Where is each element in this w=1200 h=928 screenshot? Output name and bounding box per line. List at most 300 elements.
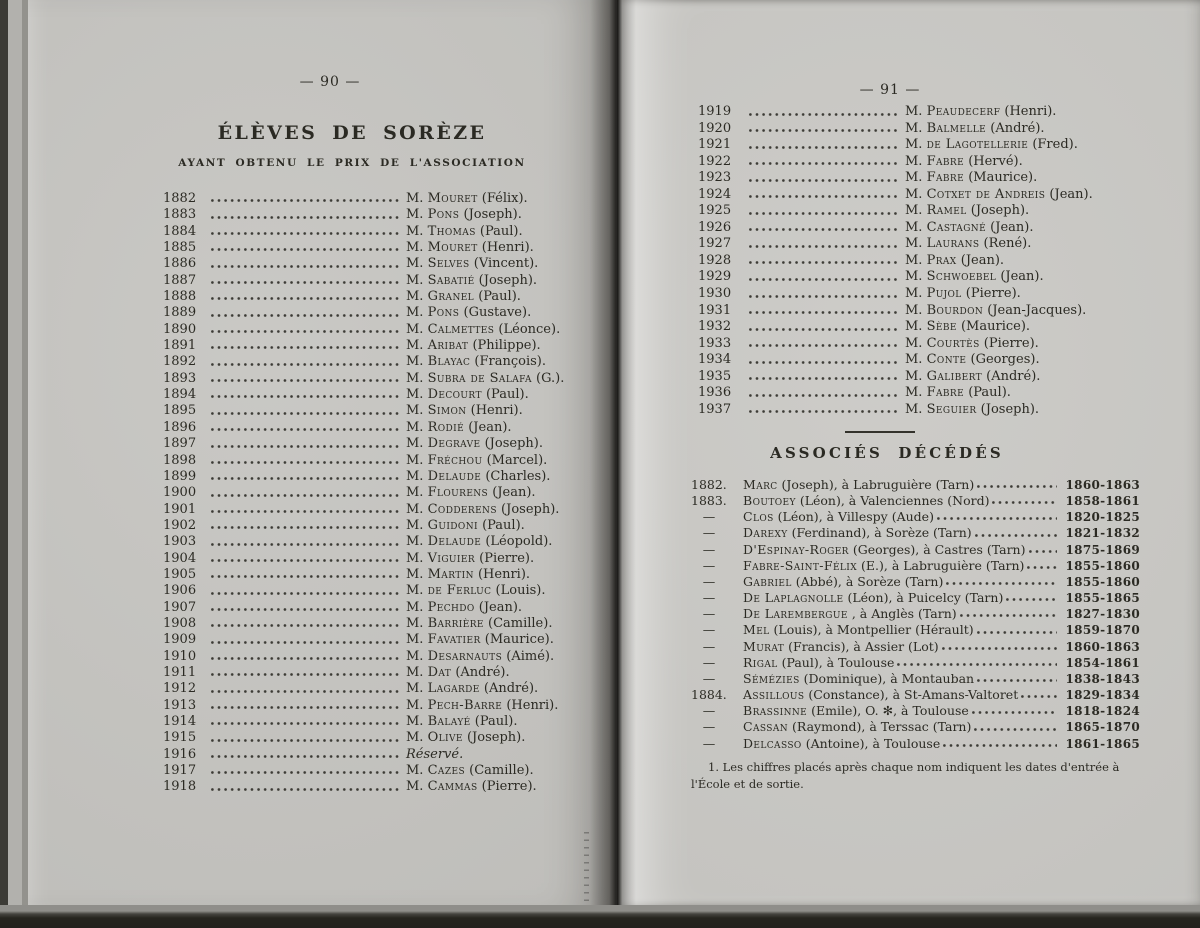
year-label: 1890 [163, 321, 197, 337]
dot-leader [749, 254, 898, 267]
year-label: 1913 [163, 697, 197, 713]
surname: Laurans [926, 236, 980, 252]
surname: D'Espinay-Roger [743, 541, 849, 557]
dot-leader [897, 656, 1057, 669]
dot-leader [749, 387, 898, 400]
eleve-row [163, 567, 575, 583]
eleve-row [163, 207, 575, 223]
name-label: M. Martin (Henri). [406, 566, 531, 582]
year-label: — [702, 590, 716, 606]
name-label: M. Pechdo (Jean). [406, 599, 523, 615]
surname: Fabre [926, 170, 965, 186]
surname: Sèbe [926, 319, 957, 335]
year-label: 1925 [698, 203, 732, 219]
name-label: M. Pujol (Pierre). [905, 286, 1021, 302]
eleve-row [698, 154, 1140, 171]
year-label: 1883 [163, 207, 197, 223]
dot-leader [749, 205, 898, 218]
surname: Boutoey [743, 493, 796, 509]
surname: Martin [427, 566, 474, 582]
surname: Pons [427, 207, 460, 223]
eleve-row [163, 289, 575, 305]
name-label: M. Degrave (Joseph). [406, 436, 543, 452]
eleve-row [163, 616, 575, 632]
surname: Barrière [427, 615, 484, 631]
deceased-row [691, 703, 1140, 719]
dot-leader [211, 388, 399, 401]
dot-leader [211, 241, 399, 254]
eleve-row [163, 453, 575, 469]
dot-leader [749, 238, 898, 251]
surname: Flourens [427, 485, 489, 501]
name-label: M. Viguier (Pierre). [406, 550, 535, 566]
year-label: — [702, 638, 716, 654]
dot-leader [211, 192, 399, 205]
name-label: M. Dat (André). [406, 664, 510, 680]
eleve-row [163, 305, 575, 321]
year-label: 1910 [163, 648, 197, 664]
dot-leader [211, 601, 399, 614]
eleve-row [698, 137, 1140, 154]
eleve-row [163, 387, 575, 403]
year-label: 1893 [163, 370, 197, 386]
surname: Cazes [427, 763, 466, 779]
year-label: 1926 [698, 219, 732, 235]
year-label: 1884 [163, 223, 197, 239]
year-label: — [702, 654, 716, 670]
dot-leader [749, 288, 898, 301]
year-label: — [702, 509, 716, 525]
surname: Selves [427, 256, 470, 272]
surname: Peaudecerf [926, 104, 1001, 119]
surname: Balayé [427, 714, 471, 729]
dot-leader [211, 503, 399, 516]
dot-leader [211, 519, 399, 532]
name-label: M. Fréchou (Marcel). [406, 452, 548, 468]
name-label: D'Espinay-Roger (Georges), à Castres (Tarn) [743, 541, 1026, 557]
year-label: 1920 [698, 120, 732, 136]
eleve-row [163, 747, 575, 763]
dot-leader [1021, 688, 1057, 701]
dot-leader [211, 339, 399, 352]
surname: Bourdon [926, 302, 984, 318]
eleve-row [698, 170, 1140, 187]
dot-leader [211, 781, 399, 794]
deceased-row [691, 590, 1140, 606]
name-label: M. Aribat (Philippe). [406, 338, 541, 354]
surname: Subra de Salafa [427, 370, 532, 386]
year-label: 1930 [698, 286, 732, 302]
name-label: M. Mouret (Henri). [406, 240, 534, 256]
eleve-row [698, 187, 1140, 204]
eleve-row [163, 469, 575, 485]
surname: Decourt [427, 387, 482, 403]
name-label: M. Delaude (Léopold). [406, 534, 553, 550]
surname: Favatier [427, 632, 481, 648]
year-label: 1924 [698, 186, 732, 202]
eleve-row [163, 714, 575, 730]
year-label: 1892 [163, 354, 197, 370]
dot-leader [977, 624, 1057, 637]
name-label: M. Thomas (Paul). [406, 223, 523, 239]
dot-leader [1029, 543, 1058, 556]
surname: Pons [427, 305, 460, 321]
dot-leader [211, 290, 399, 303]
year-label: 1899 [163, 468, 197, 484]
eleve-row [163, 403, 575, 419]
eleve-row [163, 502, 575, 518]
surname: Codderens [427, 501, 497, 517]
surname: Degrave [427, 436, 481, 452]
eleve-row [163, 583, 575, 599]
deceased-row [691, 509, 1140, 525]
dates-label: 1820-1825 [1065, 510, 1140, 525]
surname: Rigal [743, 654, 778, 670]
dot-leader [946, 575, 1057, 588]
eleve-row [163, 256, 575, 272]
dot-leader [211, 323, 399, 336]
name-label: Boutoey (Léon), à Valenciennes (Nord) [743, 493, 990, 509]
surname: Ramel [926, 203, 967, 219]
dot-leader [749, 403, 898, 416]
name-label: M. Castagné (Jean). [905, 219, 1034, 235]
dot-leader [211, 372, 399, 385]
name-label: M. Barrière (Camille). [406, 615, 553, 631]
surname: Thomas [427, 223, 476, 239]
year-label: 1936 [698, 385, 732, 401]
surname: Castagné [926, 219, 987, 235]
deceased-section-title: ASSOCIÉS DÉCÉDÉS [770, 444, 1004, 462]
surname: Prax [926, 252, 957, 268]
dot-leader [749, 139, 898, 152]
dot-leader [977, 672, 1057, 685]
year-label: 1927 [698, 236, 732, 252]
deceased-row [691, 542, 1140, 558]
name-label: M. Rodié (Jean). [406, 419, 512, 435]
deceased-row [691, 671, 1140, 687]
dot-leader [211, 715, 399, 728]
surname: de Lagotellerie [926, 137, 1029, 153]
surname: Galibert [926, 368, 982, 384]
name-label: Marc (Joseph), à Labruguière (Tarn) [743, 477, 975, 492]
dates-label: 1860-1863 [1065, 478, 1140, 492]
surname: Brassinne [743, 703, 808, 719]
eleve-row [163, 420, 575, 436]
year-label: 1929 [698, 269, 732, 285]
name-label: M. Seguier (Joseph). [905, 401, 1040, 417]
eleve-row [698, 303, 1140, 320]
name-label: M. Mouret (Félix). [406, 191, 528, 206]
surname: De Laplagnolle [743, 590, 844, 606]
dot-leader [211, 209, 399, 222]
surname: Fabre [926, 153, 965, 169]
year-label: 1934 [698, 352, 732, 368]
surname: Clos [743, 509, 774, 525]
dot-leader [749, 337, 898, 350]
name-label: M. Pech-Barre (Henri). [406, 697, 559, 713]
name-label: M. Laurans (René). [905, 236, 1032, 252]
dot-leader [211, 617, 399, 630]
year-label: 1908 [163, 615, 197, 631]
year-label: 1918 [163, 779, 197, 795]
surname: Pech-Barre [427, 697, 503, 713]
dates-label: 1818-1824 [1065, 704, 1140, 719]
year-label: 1919 [698, 104, 732, 119]
eleve-row [163, 224, 575, 240]
dates-label: 1865-1870 [1065, 720, 1140, 735]
eleve-row [698, 121, 1140, 138]
surname: Delaude [427, 534, 482, 550]
name-label: M. Cammas (Pierre). [406, 779, 537, 795]
name-label: Clos (Léon), à Villespy (Aude) [743, 509, 934, 525]
eleve-row [163, 191, 575, 207]
dates-label: 1875-1869 [1065, 542, 1140, 557]
eleve-row [163, 273, 575, 289]
dot-leader [992, 494, 1057, 507]
year-label: 1917 [163, 763, 197, 779]
eleve-row [163, 551, 575, 567]
year-label: 1923 [698, 170, 732, 186]
eleve-row [163, 436, 575, 452]
dot-leader [749, 188, 898, 201]
name-label: M. Fabre (Paul). [905, 385, 1011, 401]
eleve-row [163, 698, 575, 714]
year-label: — [702, 525, 716, 541]
name-label: M. Schwoebel (Jean). [905, 269, 1044, 285]
eleve-row [163, 338, 575, 354]
eleve-row [163, 518, 575, 534]
surname: Aribat [427, 338, 469, 354]
dot-leader [211, 732, 399, 745]
section-divider-rule [845, 431, 915, 433]
dates-label: 1854-1861 [1065, 655, 1140, 670]
name-label: M. Olive (Joseph). [406, 730, 526, 746]
surname: Desarnauts [427, 648, 503, 664]
year-label: 1896 [163, 419, 197, 435]
name-label: M. Balmelle (André). [905, 120, 1045, 136]
eleve-row [163, 665, 575, 681]
eleve-row [698, 385, 1140, 402]
dot-leader [211, 683, 399, 696]
year-label: 1887 [163, 272, 197, 288]
year-label: 1902 [163, 517, 197, 533]
year-label: 1882. [691, 477, 727, 492]
dot-leader [211, 764, 399, 777]
year-label: 1898 [163, 452, 197, 468]
surname: Blayac [427, 354, 471, 370]
name-label: M. Guidoni (Paul). [406, 517, 525, 533]
dot-leader [211, 748, 399, 761]
surname: Calmettes [427, 321, 495, 337]
dot-leader [211, 225, 399, 238]
year-label: 1903 [163, 534, 197, 550]
surname: Sémézies [743, 670, 800, 686]
eleve-row [698, 236, 1140, 253]
year-label: — [702, 557, 716, 573]
year-label: 1921 [698, 137, 732, 153]
surname: Seguier [926, 401, 977, 417]
deceased-row [691, 622, 1140, 638]
surname: Olive [427, 730, 463, 746]
year-label: 1895 [163, 403, 197, 419]
name-label: M. Peaudecerf (Henri). [905, 104, 1057, 119]
dot-leader [972, 704, 1057, 717]
year-label: 1885 [163, 240, 197, 256]
eleve-row [163, 779, 575, 795]
surname: Delcasso [743, 735, 802, 751]
name-label: Mel (Louis), à Montpellier (Hérault) [743, 622, 974, 638]
year-label: 1931 [698, 302, 732, 318]
year-label: 1916 [163, 746, 197, 762]
surname: Simon [427, 403, 467, 419]
deceased-row [691, 687, 1140, 703]
page-number-91: — 91 — [859, 82, 921, 98]
page-subtitle: AYANT OBTENU LE PRIX DE L'ASSOCIATION [178, 157, 526, 169]
year-label: 1915 [163, 730, 197, 746]
dot-leader [749, 221, 898, 234]
name-label: M. Cotxet de Andreis (Jean). [905, 186, 1093, 202]
name-label: De Laplagnolle (Léon), à Puicelcy (Tarn) [743, 590, 1004, 606]
name-label: Cassan (Raymond), à Terssac (Tarn) [743, 719, 972, 735]
eleve-row [163, 681, 575, 697]
deceased-row [691, 606, 1140, 622]
name-label: Brassinne (Emile), O. ✻, à Toulouse [743, 703, 969, 719]
name-label: M. Bourdon (Jean-Jacques). [905, 302, 1087, 318]
dot-leader [211, 421, 399, 434]
dates-label: 1855-1860 [1065, 574, 1140, 589]
name-label: M. Blayac (François). [406, 354, 546, 370]
eleve-row [698, 286, 1140, 303]
deceased-row [691, 719, 1140, 735]
dot-leader [211, 666, 399, 679]
dot-leader [211, 552, 399, 565]
dot-leader [211, 470, 399, 483]
deceased-row [691, 655, 1140, 671]
name-label: M. Fabre (Hervé). [905, 153, 1023, 169]
dot-leader [749, 354, 898, 367]
year-label: 1884. [691, 687, 727, 703]
dates-label: 1838-1843 [1065, 671, 1140, 686]
surname: Mel [743, 622, 770, 638]
dot-leader [942, 640, 1057, 653]
eleve-row [163, 240, 575, 256]
eleve-row [163, 649, 575, 665]
dot-leader [960, 607, 1057, 620]
name-label: M. Desarnauts (Aimé). [406, 648, 555, 664]
surname: Mouret [427, 191, 478, 206]
eleve-row [163, 534, 575, 550]
year-label: — [702, 622, 716, 638]
dot-leader [749, 122, 898, 135]
surname: Schwoebel [926, 269, 997, 285]
name-label: Delcasso (Antoine), à Toulouse [743, 735, 941, 751]
year-label: — [702, 541, 716, 557]
year-label: 1904 [163, 550, 197, 566]
year-label: 1933 [698, 335, 732, 351]
year-label: 1883. [691, 493, 727, 509]
year-label: 1906 [163, 583, 197, 599]
year-label: 1928 [698, 252, 732, 268]
name-label: Fabre-Saint-Félix (E.), à Labruguière (Tarn) [743, 557, 1025, 573]
name-label: De Larembergue , à Anglès (Tarn) [743, 606, 957, 622]
surname: Pechdo [427, 599, 475, 615]
name-label: M. Sabatié (Joseph). [406, 272, 538, 288]
dot-leader [943, 737, 1057, 750]
eleve-row [698, 319, 1140, 336]
year-label: 1894 [163, 387, 197, 403]
book-page-edges-left [0, 0, 28, 910]
deceased-row [691, 558, 1140, 574]
dot-leader [211, 438, 399, 451]
surname: Dat [427, 664, 452, 680]
name-label: M. Flourens (Jean). [406, 485, 536, 501]
name-label: M. Courtès (Pierre). [905, 335, 1039, 351]
surname: Pujol [926, 286, 962, 302]
name-label: M. Granel (Paul). [406, 289, 521, 305]
dates-label: 1861-1865 [1065, 736, 1140, 751]
surname: De Larembergue [743, 606, 848, 622]
dot-leader [211, 634, 399, 647]
year-label: — [702, 735, 716, 751]
deceased-row [691, 493, 1140, 509]
name-label: M. Decourt (Paul). [406, 387, 529, 403]
dot-leader [749, 304, 898, 317]
name-label: M. Delaude (Charles). [406, 468, 551, 484]
dot-leader [937, 510, 1057, 523]
surname: Granel [427, 289, 475, 305]
dates-label: 1860-1863 [1065, 639, 1140, 654]
dot-leader [975, 527, 1057, 540]
surname: Assillous [743, 687, 805, 703]
name-label: M. Sèbe (Maurice). [905, 319, 1031, 335]
name-label: M. Codderens (Joseph). [406, 501, 560, 517]
dot-leader [211, 568, 399, 581]
surname: Marc [743, 477, 778, 492]
surname: de Ferluc [427, 583, 492, 599]
year-label: 1886 [163, 256, 197, 272]
eleve-row [698, 104, 1140, 121]
dot-leader [211, 699, 399, 712]
prize-list-1919-1937 [698, 104, 1140, 418]
dates-label: 1821-1832 [1065, 526, 1140, 541]
dot-leader [211, 258, 399, 271]
eleve-row [163, 763, 575, 779]
name-label: M. Cazes (Camille). [406, 763, 534, 779]
eleve-row [698, 352, 1140, 369]
name-label: M. de Lagotellerie (Fred). [905, 137, 1078, 153]
name-label: M. Pons (Joseph). [406, 207, 522, 223]
eleve-row [698, 269, 1140, 286]
eleve-row [163, 354, 575, 370]
name-label: M. Pons (Gustave). [406, 305, 532, 321]
name-label: M. Conte (Georges). [905, 352, 1040, 368]
dot-leader [211, 405, 399, 418]
surname: Courtès [926, 335, 980, 351]
eleve-row [163, 485, 575, 501]
surname: Mouret [427, 240, 478, 256]
year-label: 1914 [163, 714, 197, 729]
surname: Sabatié [427, 272, 475, 288]
name-label: Gabriel (Abbé), à Sorèze (Tarn) [743, 573, 944, 589]
surname: Fréchou [427, 452, 483, 468]
name-label: M. Fabre (Maurice). [905, 170, 1038, 186]
year-label: 1882 [163, 191, 197, 206]
eleve-row [698, 253, 1140, 270]
dates-label: 1855-1860 [1065, 558, 1140, 573]
year-label: 1907 [163, 599, 197, 615]
name-label: Rigal (Paul), à Toulouse [743, 654, 895, 670]
eleve-row [698, 336, 1140, 353]
